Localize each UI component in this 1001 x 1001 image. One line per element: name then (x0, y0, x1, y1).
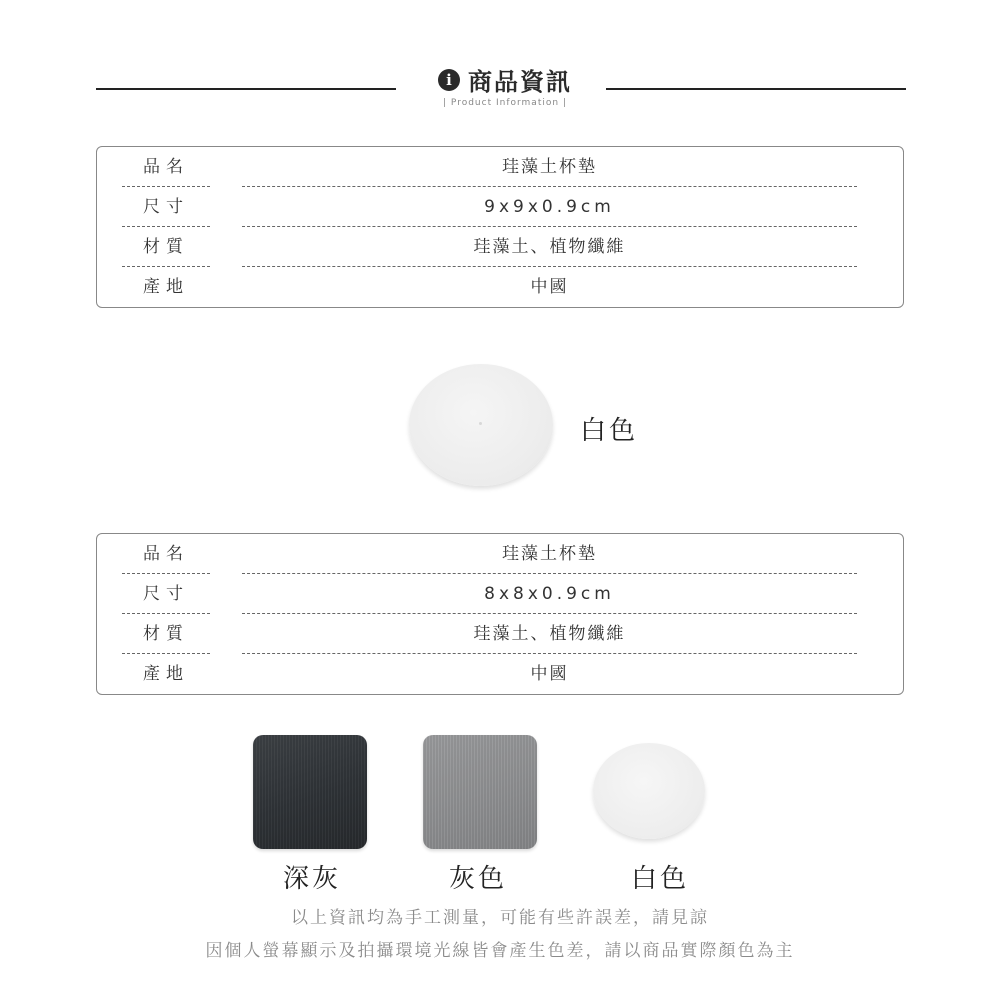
spec-table-small (96, 533, 904, 695)
spec-label: 材質 (143, 237, 189, 257)
header-divider-right (606, 88, 906, 90)
spec-value: 中國 (530, 277, 569, 297)
spec-row-size (97, 574, 903, 614)
spec-label: 產地 (143, 664, 189, 684)
spec-table-large (96, 146, 904, 308)
header-divider-left (96, 88, 396, 90)
spec-value: 9x9x0.9cm (484, 197, 615, 217)
spec-row-material (97, 614, 903, 654)
spec-label: 尺寸 (143, 584, 189, 604)
spec-row-size (97, 187, 903, 227)
spec-value: 珪藻土杯墊 (502, 544, 597, 564)
spec-row-name (97, 147, 903, 187)
white-small-coaster-image (593, 743, 705, 839)
spec-label: 尺寸 (143, 197, 189, 217)
coaster-center-mark (479, 422, 482, 425)
spec-row-name (97, 534, 903, 574)
spec-value: 珪藻土、植物纖維 (473, 237, 626, 257)
white-coaster-image (409, 364, 553, 486)
page-title: 商品資訊 (468, 68, 572, 96)
spec-row-material (97, 227, 903, 267)
spec-value: 中國 (530, 664, 569, 684)
color-disclaimer-note: 因個人螢幕顯示及拍攝環境光線皆會產生色差，請以商品實際顏色為主 (205, 941, 795, 961)
swatch-label-white: 白色 (630, 864, 689, 894)
measurement-note: 以上資訊均為手工測量，可能有些許誤差，請見諒 (291, 908, 709, 928)
spec-value: 珪藻土、植物纖維 (473, 624, 626, 644)
spec-value: 8x8x0.9cm (484, 584, 615, 604)
swatch-label-dark-gray: 深灰 (282, 864, 341, 894)
page-subtitle: | Product Information | (443, 98, 567, 108)
swatch-label-gray: 灰色 (448, 864, 507, 894)
spec-label: 產地 (143, 277, 189, 297)
spec-label: 材質 (143, 624, 189, 644)
dark-gray-coaster-image (253, 735, 367, 849)
coaster-color-label: 白色 (580, 416, 639, 446)
spec-row-origin (97, 267, 903, 307)
spec-label: 品名 (143, 157, 189, 177)
spec-row-origin (97, 654, 903, 694)
spec-label: 品名 (143, 544, 189, 564)
spec-value: 珪藻土杯墊 (502, 157, 597, 177)
info-icon: i (438, 69, 460, 91)
section-title (410, 62, 600, 97)
gray-coaster-image (423, 735, 537, 849)
